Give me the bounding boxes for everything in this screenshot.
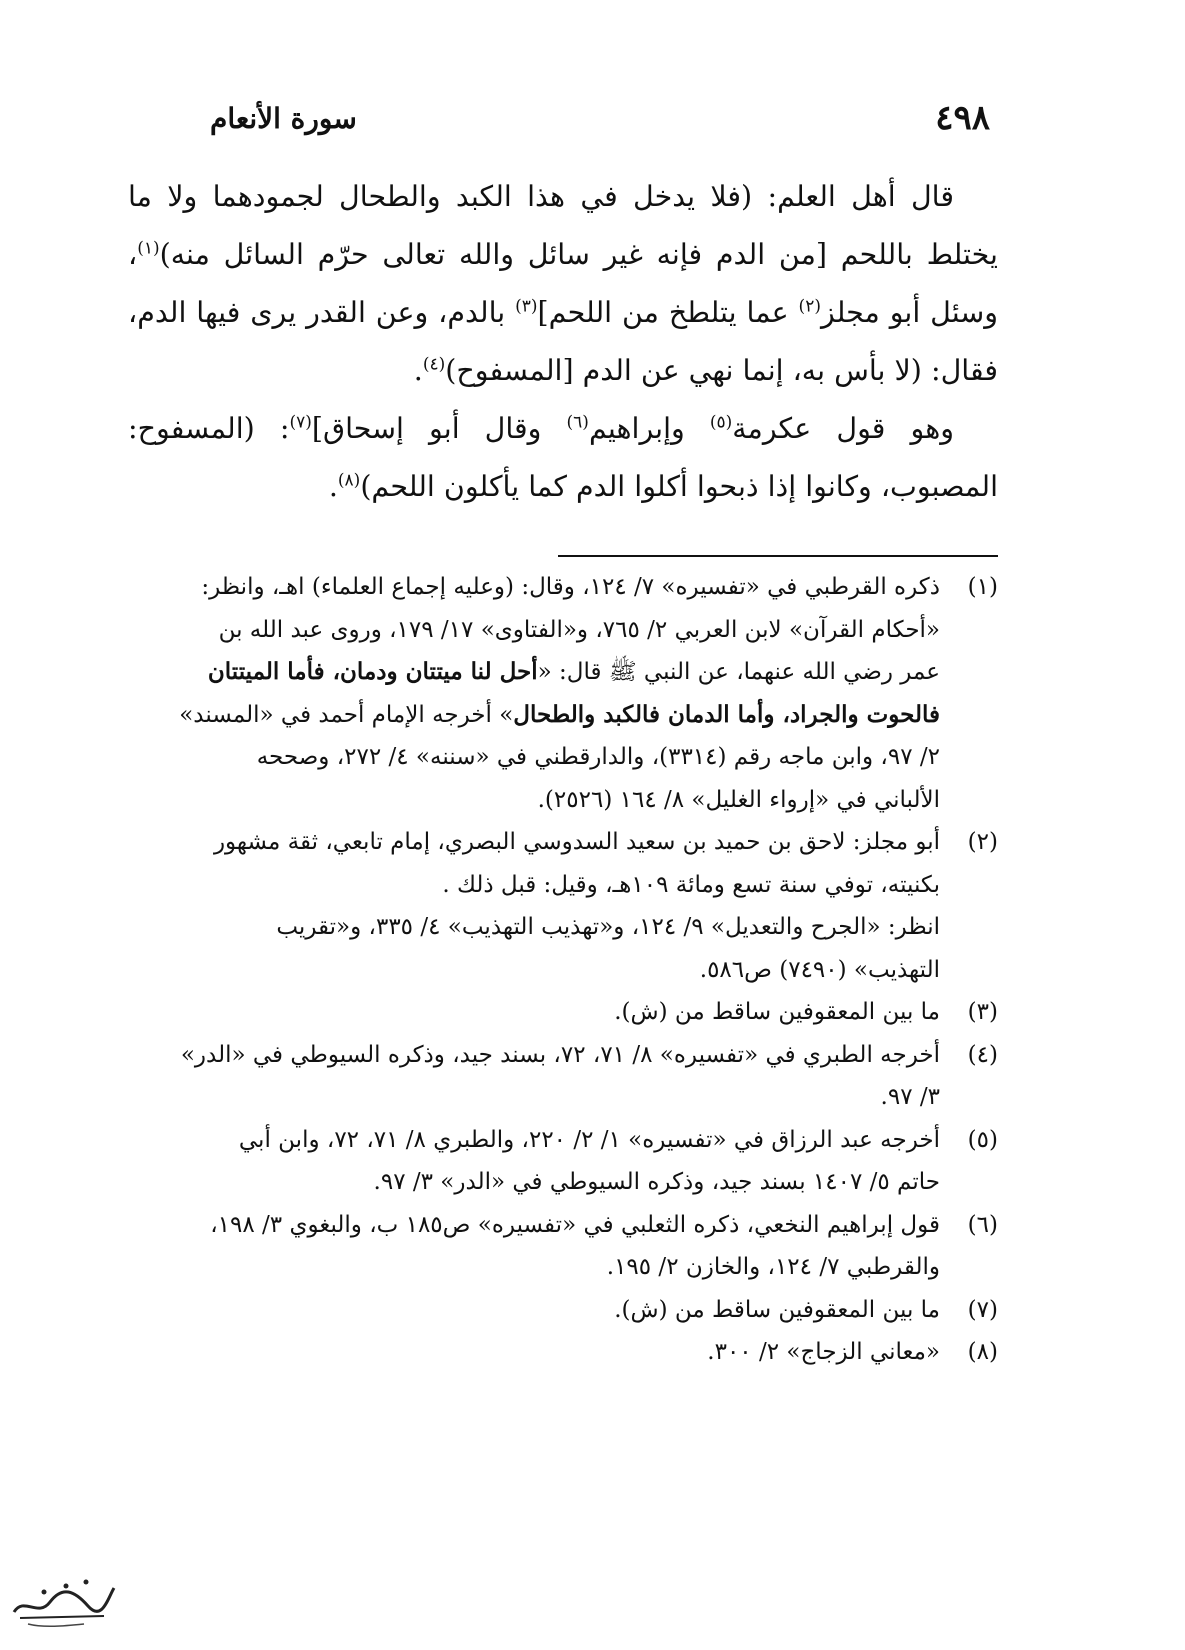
footnote-number: (٤) <box>967 1041 998 1068</box>
footnote-text: ما بين المعقوفين ساقط من (ش). <box>614 999 940 1025</box>
footnote-text: قول إبراهيم النخعي، ذكره الثعلبي في «تفسيره» ص١٨٥ ب، والبغوي ٣/ ١٩٨، والقرطبي ٧/ ١٢٤، والخازن ٢/ ١٩٥. <box>210 1211 940 1280</box>
footnote-number: (٥) <box>967 1126 998 1153</box>
publisher-stamp-icon <box>4 1568 120 1632</box>
footnote-number: (١) <box>967 574 998 600</box>
footnote-ref: (٢) <box>798 296 821 317</box>
footnote-ref: (٦) <box>566 412 589 433</box>
footnote-number: (٢) <box>967 829 998 855</box>
main-text <box>128 168 998 516</box>
page-header <box>210 88 990 148</box>
running-title: سورة الأنعام <box>210 101 357 135</box>
footnote-number: (٦) <box>967 1211 998 1238</box>
footnote-ref: (٥) <box>709 412 733 433</box>
footnote-ref: (١) <box>137 238 160 259</box>
footnote-ref: (٤) <box>422 354 446 375</box>
footnotes <box>118 566 998 1374</box>
footnote-3 <box>118 991 998 1034</box>
hadith-text: فالحوت والجراد، وأما الدمان فالكبد والطحال <box>513 700 940 728</box>
footnote-text: ذكره القرطبي في «تفسيره» ٧/ ١٢٤، وقال: (وعليه إجماع العلماء) اهـ، وانظر: «أحكام القرآن» لابن العربي ٢/ ٧٦٥، و«الفتاوى» ١٧/ ١٧٩، وروى عبد الله بن عمر رضي الله عنهما، عن النبي ﷺ قال: «أحل لنا ميتتان ودمان، فأما الميتتان فالحوت والجراد، وأما الدمان فالكبد والطحال» أخرجه الإمام أحمد في «المسند» ٢/ ٩٧، وابن ماجه رقم (٣٣١٤)، والدارقطني في «سننه» ٤/ ٢٧٢، وصححه الألباني في «إرواء الغليل» ٨/ ١٦٤ (٢٥٢٦). <box>179 574 940 813</box>
footnote-divider <box>558 555 998 557</box>
footnote-number: (٨) <box>967 1339 998 1365</box>
footnote-text: أخرجه عبد الرزاق في «تفسيره» ١/ ٢/ ٢٢٠، والطبري ٨/ ٧١، ٧٢، وابن أبي حاتم ٥/ ١٤٠٧ بسند جيد، وذكره السيوطي في «الدر» ٣/ ٩٧. <box>238 1126 940 1195</box>
footnote-ref: (٧) <box>289 412 312 433</box>
hadith-text: أحل لنا ميتتان ودمان، فأما الميتتان <box>207 658 538 685</box>
paragraph-2: وهو قول عكرمة$^{(٥)}$ وإبراهيم$^{(٦)}$ وقال أبو إسحاق]$^{(٧)}$: (المسفوح: المصبوب، وكانوا إذا ذبحوا أكلوا الدم كما يأكلون اللحم)$^{(٨)}$. <box>128 412 998 503</box>
footnote-5 <box>118 1119 998 1204</box>
footnote-text: أخرجه الطبري في «تفسيره» ٨/ ٧١، ٧٢، بسند جيد، وذكره السيوطي في «الدر» ٣/ ٩٧. <box>180 1041 940 1110</box>
footnote-1 <box>118 566 998 821</box>
footnote-text: «معاني الزجاج» ٢/ ٣٠٠. <box>707 1339 940 1365</box>
page-number: ٤٩٨ <box>935 98 990 138</box>
footnote-number: (٧) <box>967 1296 998 1323</box>
footnote-text: ما بين المعقوفين ساقط من (ش). <box>614 1296 940 1323</box>
footnote-4 <box>118 1034 998 1119</box>
footnote-8 <box>118 1331 998 1374</box>
footnote-7 <box>118 1289 998 1332</box>
footnote-ref: (٣) <box>515 296 538 317</box>
footnote-6 <box>118 1204 998 1289</box>
paragraph-1: قال أهل العلم: (فلا يدخل في هذا الكبد والطحال لجمودهما ولا ما يختلط باللحم [من الدم فإنه غير سائل والله تعالى حرّم السائل منه)$^{(١)}$، وسئل أبو مجلز$^{(٢)}$ عما يتلطخ من اللحم]$^{(٣)}$ بالدم، وعن القدر يرى فيها الدم، فقال: (لا بأس به، إنما نهي عن الدم [المسفوح)$^{(٤)}$. <box>128 180 998 387</box>
footnote-number: (٣) <box>967 999 998 1025</box>
footnote-2 <box>118 821 998 991</box>
footnote-ref: (٨) <box>337 470 361 491</box>
footnote-text: أبو مجلز: لاحق بن حميد بن سعيد السدوسي البصري، إمام تابعي، ثقة مشهور بكنيته، توفي سنة تسع ومائة ١٠٩هـ، وقيل: قبل ذلك . انظر: «الجرح والتعديل» ٩/ ١٢٤، و«تهذيب التهذيب» ٤/ ٣٣٥، و«تقريب التهذيب» (٧٤٩٠) ص٥٨٦. <box>213 829 940 983</box>
